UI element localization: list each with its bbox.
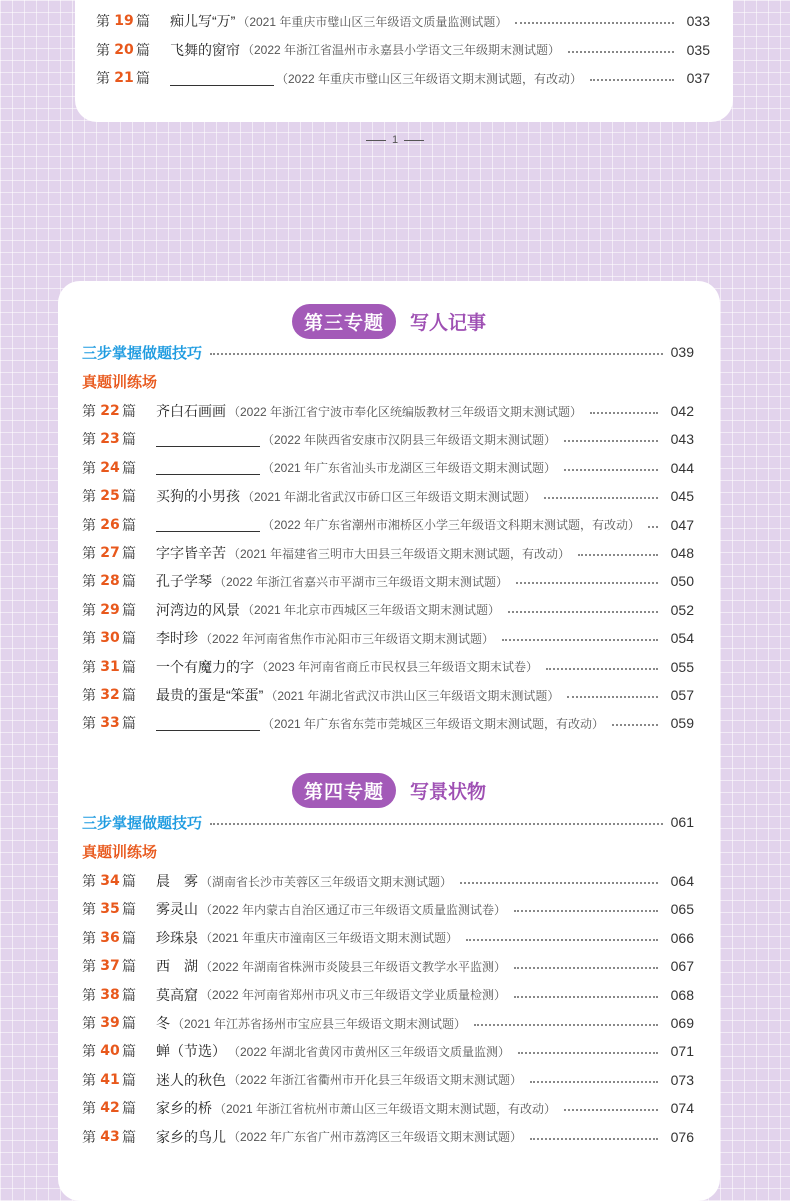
entry-source: （2021 年江苏省扬州市宝应县三年级语文期末测试题） [172,1016,467,1031]
entry-page: 059 [670,715,694,732]
leader-dots [544,497,658,499]
entry-suffix: 篇 [122,1043,136,1060]
entry-number: 37 [100,958,120,975]
page-number-label: 1 [391,134,399,146]
leader-dots [210,353,663,355]
toc-entry[interactable] [82,425,694,453]
section-label-row [82,837,157,865]
entry-number: 39 [100,1015,120,1031]
entry-page: 037 [686,70,710,86]
entry-number: 26 [100,516,120,533]
contents-card-previous [75,0,733,122]
entry-number: 30 [100,630,120,647]
toc-entry[interactable] [96,7,710,35]
entry-title: 买狗的小男孩 [156,488,240,505]
leader-dots [466,939,658,941]
section-label-row [82,367,157,395]
entry-number: 42 [100,1100,120,1117]
entry-number: 31 [100,658,120,675]
entry-prefix: 第 [82,1071,96,1088]
entry-page: 035 [686,41,710,58]
topic-badge: 第三专题 [292,304,396,339]
entry-title: 飞舞的窗帘 [170,41,240,58]
entry-prefix: 第 [82,687,96,703]
entry-page: 067 [670,958,694,975]
entry-source: （2022 年重庆市璧山区三年级语文期末测试题，有改动） [276,71,583,86]
entry-source: （2022 年浙江省宁波市奉化区统编版教材三年级语文期末测试题） [228,404,583,419]
entry-source: （2022 年浙江省衢州市开化县三年级语文期末测试题） [228,1073,523,1088]
toc-entry[interactable] [82,709,694,737]
entry-title: 晨 雾 [156,873,198,889]
entry-page: 047 [670,516,694,533]
entry-suffix: 篇 [122,459,136,476]
entry-page: 073 [670,1071,694,1088]
entry-number: 38 [100,986,120,1003]
entry-source: （2021 年福建省三明市大田县三年级语文期末测试题，有改动） [228,546,571,561]
entry-page: 065 [670,901,694,918]
entry-number: 41 [100,1071,120,1088]
entry-prefix: 第 [82,1100,96,1117]
toc-entry[interactable] [82,981,694,1009]
blank-title-line [156,517,260,532]
entry-prefix: 第 [82,630,96,647]
entry-suffix: 篇 [122,1071,136,1088]
entry-source: （2022 年陕西省安康市汉阴县三年级语文期末测试题） [262,432,557,447]
toc-entry[interactable] [82,596,694,624]
leader-dots [474,1024,658,1026]
toc-entry[interactable] [82,624,694,652]
entry-number: 28 [100,573,120,590]
entry-page: 043 [670,431,694,448]
entry-page: 068 [670,986,694,1003]
leader-dots [514,910,658,912]
topic-heading [58,773,720,808]
entry-title: 齐白石画画 [156,403,226,419]
blank-title-line [156,432,260,447]
entry-page: 044 [670,459,694,476]
entry-prefix: 第 [82,715,96,732]
toc-entry[interactable] [82,653,694,681]
toc-entry[interactable] [82,867,694,895]
entry-prefix: 第 [82,901,96,918]
entry-prefix: 第 [82,545,96,561]
entry-source: （2021 年湖北省武汉市洪山区三年级语文期末测试题） [265,688,560,703]
toc-entry[interactable] [82,482,694,510]
toc-entry[interactable] [82,567,694,595]
page-ref: 039 [670,344,694,360]
entry-title: 莫高窟 [156,986,198,1003]
topic-title: 写景状物 [410,782,487,803]
page-ref: 061 [670,814,694,830]
leader-dots [530,1081,658,1083]
entry-number: 23 [100,431,120,448]
entry-source: （湖南省长沙市芙蓉区三年级语文期末测试题） [200,874,453,889]
leader-dots [590,79,674,81]
leader-dots [514,967,658,969]
entry-source: （2023 年河南省商丘市民权县三年级语文期末试卷） [256,660,539,675]
leader-dots [502,639,658,641]
toc-entry[interactable] [82,681,694,709]
entry-source: （2022 年河南省郑州市巩义市三年级语文学业质量检测） [200,988,507,1003]
leader-dots [564,1109,658,1111]
toc-entry[interactable] [82,924,694,952]
leader-dots [648,526,658,528]
entry-title: 孔子学琴 [156,573,212,590]
blank-title-line [156,460,260,475]
leader-dots [578,554,658,556]
toc-entry[interactable] [82,1123,694,1151]
entry-suffix: 篇 [122,601,136,618]
toc-entry[interactable] [82,1066,694,1094]
leader-dots [564,440,658,442]
entry-source: （2021 年广东省汕头市龙湖区三年级语文期末测试题） [262,461,557,476]
entry-title: 最贵的蛋是“笨蛋” [156,687,264,703]
entry-number: 20 [114,41,134,58]
divider [404,140,424,141]
entry-title: 冬 [156,1015,170,1031]
contents-card [58,281,720,1201]
practice-label: 真题训练场 [82,373,158,391]
toc-entry[interactable] [82,1009,694,1037]
tips-label: 三步掌握做题技巧 [82,814,203,832]
entry-number: 36 [100,929,120,946]
entry-title: 河湾边的风景 [156,601,240,618]
entry-number: 24 [100,459,120,476]
entry-page: 057 [670,687,694,703]
leader-dots [590,412,658,414]
entry-suffix: 篇 [122,958,136,975]
entry-title: 李时珍 [156,630,198,647]
entry-page: 074 [670,1100,694,1117]
entry-title: 迷人的秋色 [156,1071,226,1088]
entry-page: 055 [670,658,694,675]
toc-entry[interactable] [82,895,694,923]
entry-page: 050 [670,573,694,590]
entry-suffix: 篇 [122,929,136,946]
entry-title: 家乡的鸟儿 [156,1128,226,1145]
entry-source: （2022 年湖南省株洲市炎陵县三年级语文教学水平监测） [200,959,507,974]
entry-page: 042 [670,403,694,419]
toc-entry[interactable] [82,539,694,567]
entry-number: 32 [100,687,120,703]
page-number [0,134,790,146]
entry-suffix: 篇 [122,516,136,533]
entry-source: （2022 年内蒙古自治区通辽市三年级语文质量监测试卷） [200,902,507,917]
entry-prefix: 第 [82,403,96,419]
entry-page: 076 [670,1128,694,1145]
entry-number: 35 [100,901,120,918]
entry-prefix: 第 [82,1128,96,1145]
entry-title: 雾灵山 [156,901,198,918]
leader-dots [546,668,658,670]
entry-suffix: 篇 [122,403,136,419]
topic-heading [58,304,720,339]
leader-dots [514,996,658,998]
entry-page: 048 [670,545,694,561]
entry-suffix: 篇 [122,901,136,918]
entry-page: 033 [686,13,710,29]
leader-dots [460,882,658,884]
entry-title: 字字皆辛苦 [156,545,226,561]
entry-suffix: 篇 [122,873,136,889]
entry-number: 22 [100,403,120,419]
leader-dots [516,582,658,584]
entry-prefix: 第 [82,601,96,618]
entry-source: （2021 年重庆市潼南区三年级语文期末测试题） [200,931,459,946]
entry-prefix: 第 [82,516,96,533]
leader-dots [568,51,674,53]
entry-number: 21 [114,70,134,86]
entry-source: （2021 年浙江省杭州市萧山区三年级语文期末测试题，有改动） [214,1101,557,1116]
entry-source: （2021 年北京市西城区三年级语文期末测试题） [242,603,501,618]
entry-suffix: 篇 [122,1015,136,1031]
entry-page: 045 [670,488,694,505]
leader-dots [567,696,658,698]
blank-title-line [170,71,274,86]
entry-title: 西 湖 [156,958,198,975]
entry-source: （2021 年湖北省武汉市硚口区三年级语文期末测试题） [242,489,537,504]
leader-dots [515,22,674,24]
entry-title: 珍珠泉 [156,929,198,946]
toc-entry[interactable] [96,36,710,64]
entry-suffix: 篇 [136,41,150,58]
leader-dots [564,469,658,471]
entry-number: 40 [100,1043,120,1060]
entry-prefix: 第 [82,573,96,590]
toc-entry[interactable] [82,1037,694,1065]
entry-prefix: 第 [82,986,96,1003]
entry-source: （2022 年浙江省温州市永嘉县小学语文三年级期末测试题） [242,43,561,57]
tips-row[interactable] [82,808,694,836]
tips-row[interactable] [82,338,694,366]
entry-source: （2021 年广东省东莞市莞城区三年级语文期末测试题，有改动） [262,716,605,731]
entry-suffix: 篇 [122,545,136,561]
entry-prefix: 第 [82,488,96,505]
entry-prefix: 第 [96,70,110,86]
entry-page: 069 [670,1015,694,1031]
entry-title: 家乡的桥 [156,1100,212,1117]
entry-prefix: 第 [82,1043,96,1060]
entry-source: （2022 年浙江省嘉兴市平湖市三年级语文期末测试题） [214,574,509,589]
entry-page: 064 [670,873,694,889]
leader-dots [508,611,658,613]
entry-page: 066 [670,929,694,946]
toc-entry[interactable] [82,454,694,482]
blank-title-line [156,716,260,731]
entry-number: 25 [100,488,120,505]
entry-prefix: 第 [82,873,96,889]
entry-suffix: 篇 [122,431,136,448]
leader-dots [210,823,663,825]
entry-number: 43 [100,1128,120,1145]
entry-suffix: 篇 [122,1100,136,1117]
entry-suffix: 篇 [122,658,136,675]
leader-dots [530,1138,658,1140]
entry-page: 052 [670,601,694,618]
entry-suffix: 篇 [122,488,136,505]
entry-suffix: 篇 [122,715,136,732]
entry-source: （2021 年重庆市璧山区三年级语文质量监测试题） [237,14,508,29]
entry-prefix: 第 [82,1015,96,1031]
entry-number: 34 [100,873,120,889]
entry-suffix: 篇 [122,986,136,1003]
entry-prefix: 第 [82,958,96,975]
entry-title: 蝉（节选） [156,1043,226,1060]
leader-dots [612,724,658,726]
entry-source: （2022 年湖北省黄冈市黄州区三年级语文质量监测） [228,1044,511,1059]
entry-suffix: 篇 [122,573,136,590]
entry-source: （2022 年广东省潮州市湘桥区小学三年级语文科期末测试题，有改动） [262,518,641,533]
toc-entry[interactable] [82,397,694,425]
tips-label: 三步掌握做题技巧 [82,344,203,362]
entry-number: 33 [100,715,120,732]
entry-prefix: 第 [96,41,110,58]
entry-title: 一个有魔力的字 [156,658,254,675]
entry-suffix: 篇 [122,687,136,703]
toc-entry[interactable] [82,952,694,980]
entry-page: 071 [670,1043,694,1060]
entry-number: 29 [100,601,120,618]
entry-suffix: 篇 [136,70,150,86]
entry-prefix: 第 [96,13,110,29]
entry-prefix: 第 [82,658,96,675]
entry-prefix: 第 [82,459,96,476]
divider [366,140,386,141]
entry-number: 19 [114,13,134,29]
toc-entry[interactable] [82,511,694,539]
entry-page: 054 [670,630,694,647]
entry-suffix: 篇 [122,1128,136,1145]
topic-badge: 第四专题 [292,773,396,808]
topic-title: 写人记事 [410,313,487,334]
entry-number: 27 [100,545,120,561]
toc-entry[interactable] [82,1094,694,1122]
entry-suffix: 篇 [122,630,136,647]
entry-source: （2022 年河南省焦作市沁阳市三年级语文期末测试题） [200,631,495,646]
toc-entry[interactable] [96,64,710,92]
entry-source: （2022 年广东省广州市荔湾区三年级语文期末测试题） [228,1130,523,1145]
entry-prefix: 第 [82,431,96,448]
leader-dots [518,1052,658,1054]
practice-label: 真题训练场 [82,843,158,861]
entry-suffix: 篇 [136,13,150,29]
entry-title: 痴儿写“万” [170,13,236,29]
entry-prefix: 第 [82,929,96,946]
